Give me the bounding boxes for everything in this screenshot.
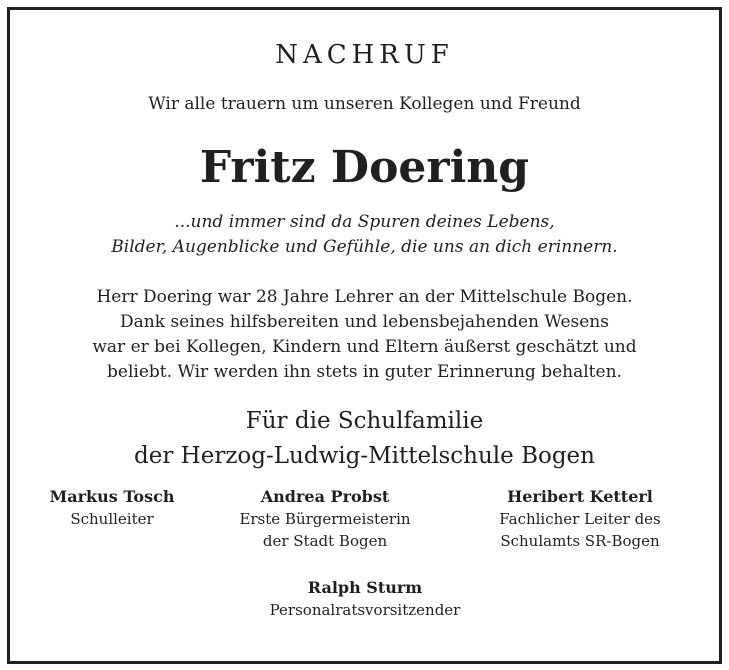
signatory-role: Personalratsvorsitzender — [269, 601, 461, 619]
body-line-4: beliebt. Wir werden ihn stets in guter Erinnerung behalten. — [107, 362, 622, 382]
signatory-name: Markus Tosch — [49, 487, 175, 506]
signatory-name: Heribert Ketterl — [507, 487, 653, 506]
notice-heading: NACHRUF — [275, 40, 454, 70]
intro-text: Wir alle trauern um unseren Kollegen und Freund — [148, 94, 581, 114]
signatory-sturm — [215, 577, 515, 621]
signatory-probst — [200, 486, 450, 552]
signatory-role: Schulamts SR-Bogen — [500, 532, 660, 550]
signatory-name: Andrea Probst — [260, 487, 390, 506]
body-line-2: Dank seines hilfsbereiten und lebensbejahenden Wesens — [120, 312, 609, 332]
signatory-name: Ralph Sturm — [307, 578, 423, 597]
quote-line-1: ...und immer sind da Spuren deines Lebens, — [174, 212, 555, 232]
quote-line-2: Bilder, Augenblicke und Gefühle, die uns an dich erinnern. — [111, 237, 618, 257]
signatory-ketterl — [455, 486, 705, 552]
signatory-role: Fachlicher Leiter des — [499, 510, 661, 528]
signatory-tosch — [22, 486, 202, 530]
signatory-role: Schulleiter — [70, 510, 154, 528]
body-line-1: Herr Doering war 28 Jahre Lehrer an der Mittelschule Bogen. — [96, 287, 633, 307]
from-line-2: der Herzog-Ludwig-Mittelschule Bogen — [134, 443, 595, 469]
deceased-name: Fritz Doering — [199, 142, 530, 193]
from-line-1: Für die Schulfamilie — [245, 408, 484, 434]
signatory-role: Erste Bürgermeisterin — [239, 510, 411, 528]
body-line-3: war er bei Kollegen, Kindern und Eltern äußerst geschätzt und — [92, 337, 637, 357]
signatory-role: der Stadt Bogen — [262, 532, 388, 550]
